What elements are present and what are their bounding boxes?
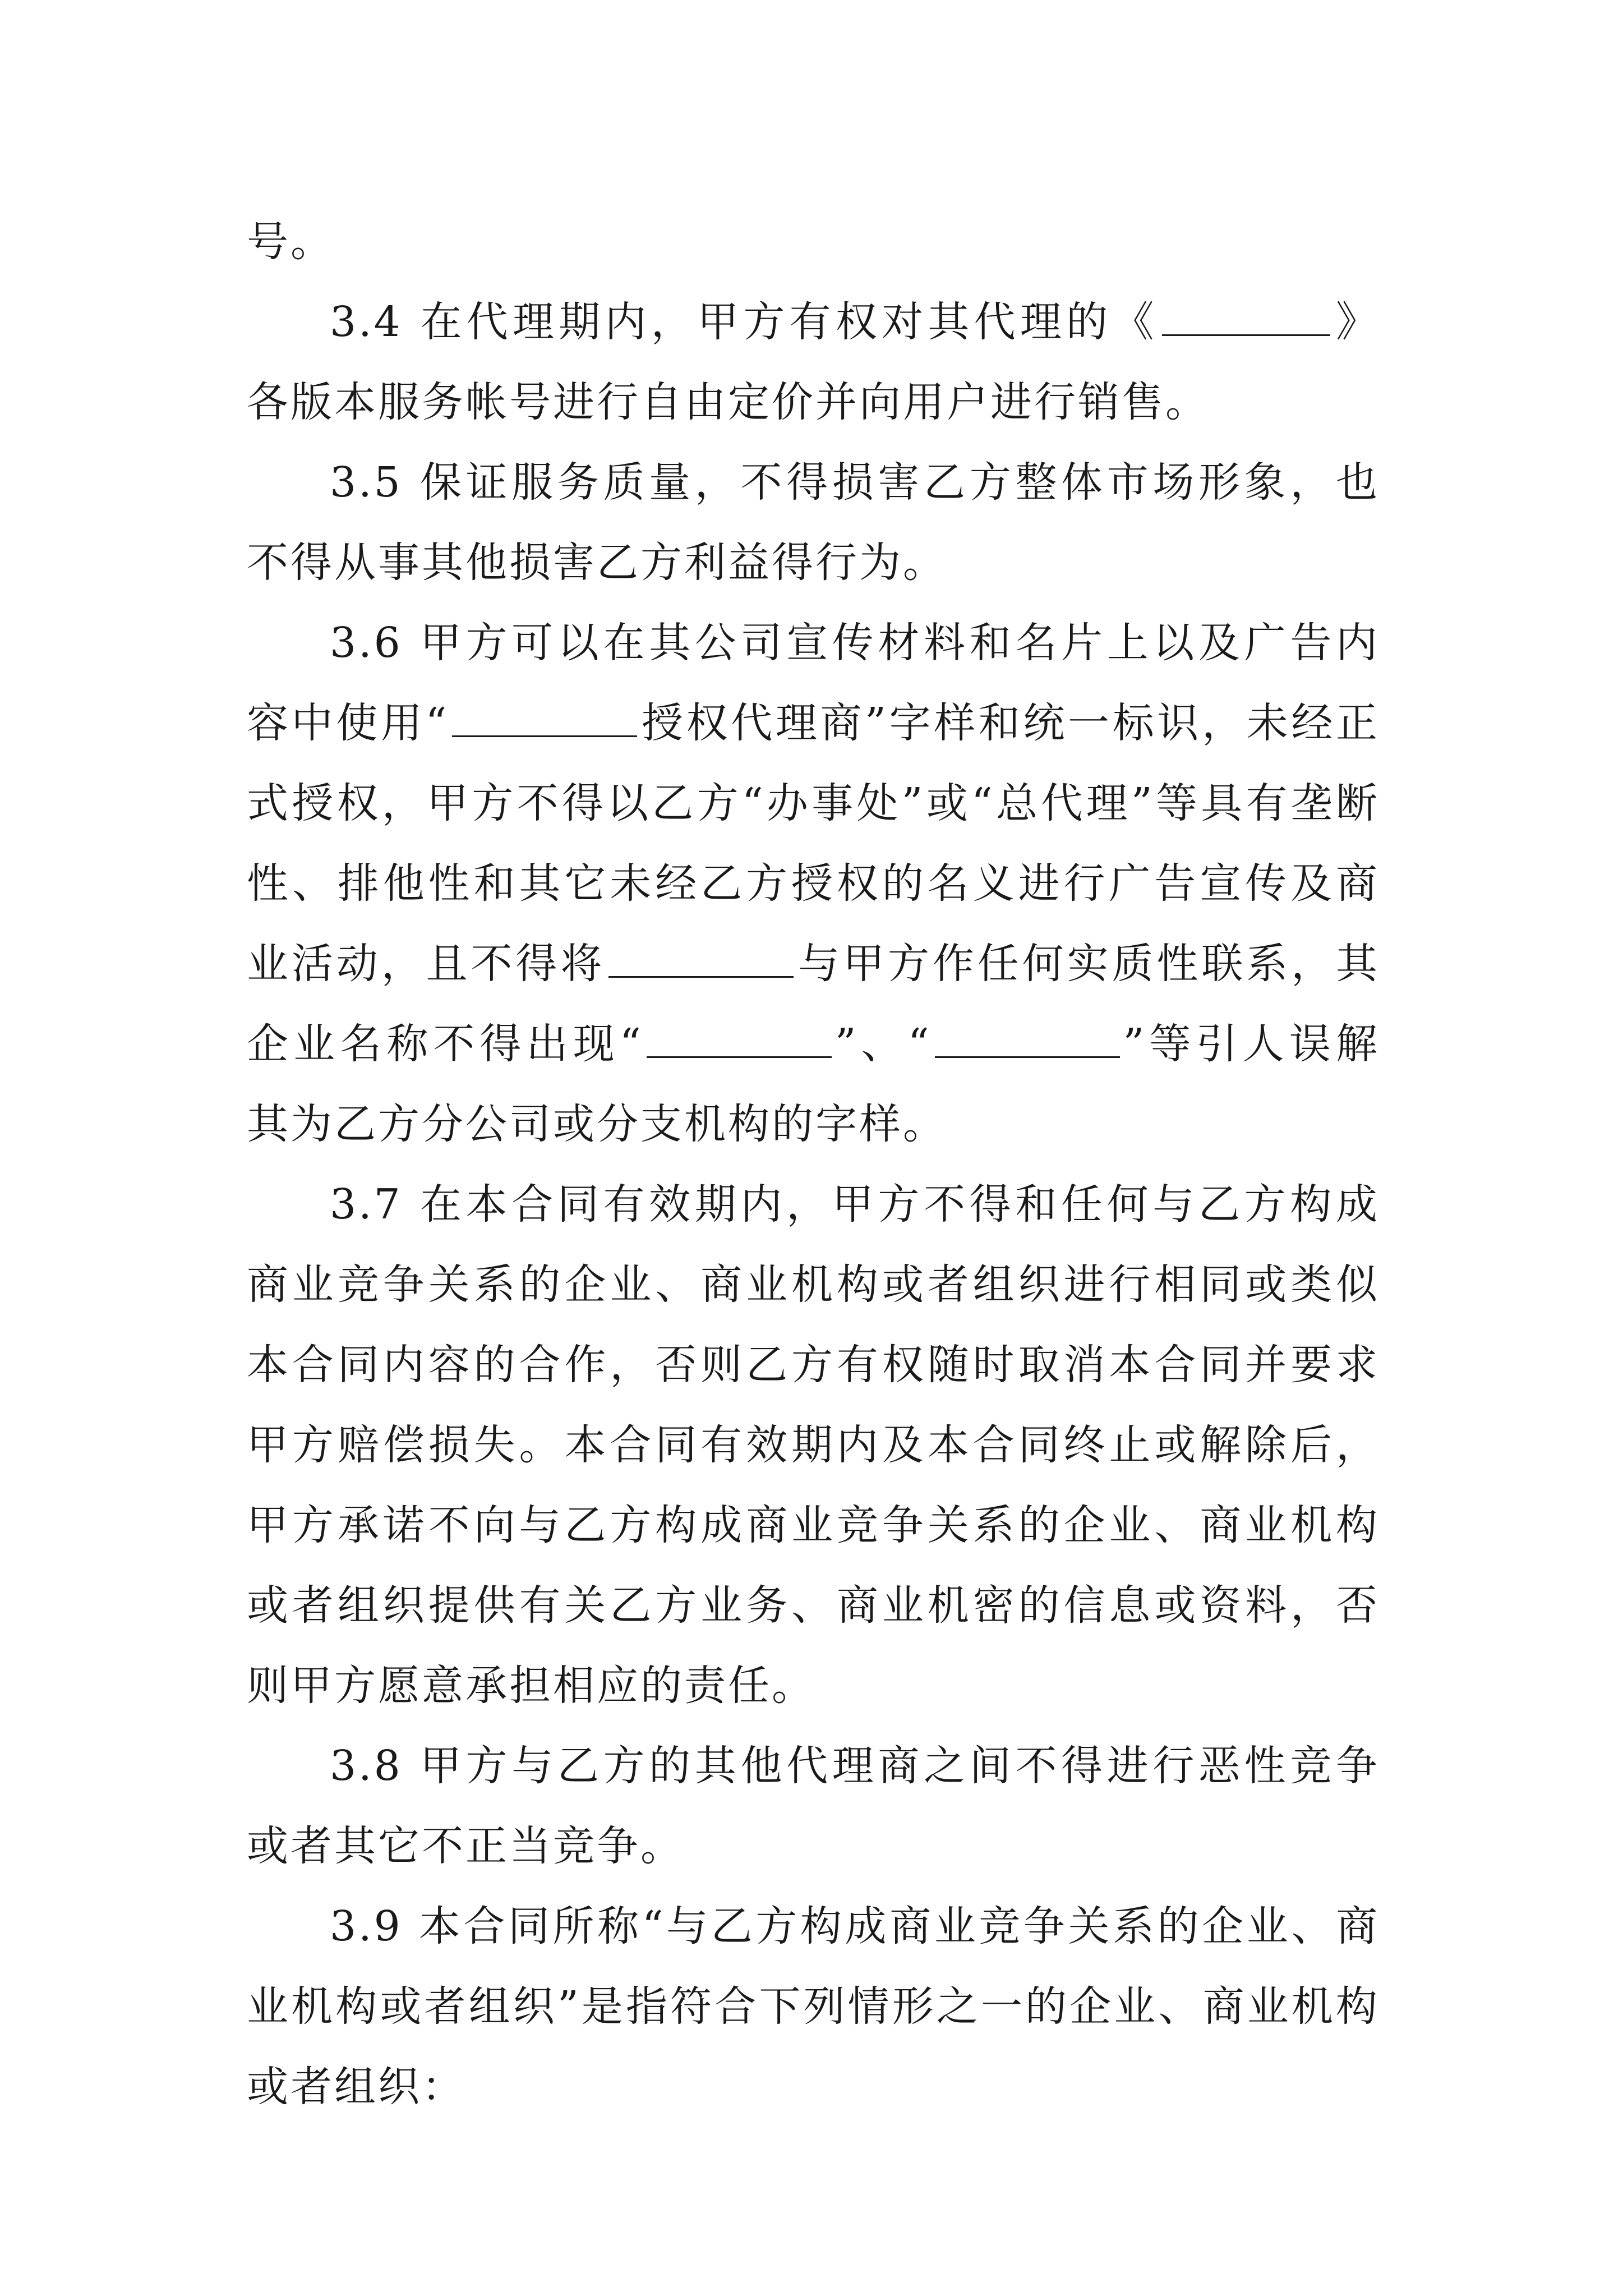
clause-text: 与甲方作任何实质性联系，其企业名称不得出现“ [247,940,1380,1068]
clause-text: 授权代理商”字样和统一标识，未经正式授权，甲方不得以乙方“办事处”或“总代理”等具有垄断性、排他性和其它未经乙方授权的名义进行广告宣传及商业活动，且不得将 [247,699,1380,988]
clause-text: 3.7 在本合同有效期内，甲方不得和任何与乙方构成商业竞争关系的企业、商业机构或者组织进行相同或类似本合同内容的合作，否则乙方有权随时取消本合同并要求甲方赔偿损失。本合同有效期内及本合同终止或解除后，甲方承诺不向与乙方构成商业竞争关系的企业、商业机构或者组织提供有关乙方业务、商业机密的信息或资料，否则甲方愿意承担相应的责任。 [247,1180,1380,1710]
clause-text: ”、“ [834,1020,932,1068]
paragraph-text: 号。 [247,218,334,266]
clause-3-5 [247,443,1380,603]
clause-text: 3.4 在代理期内，甲方有权对其代理的《 [330,298,1159,346]
clause-3-7 [247,1165,1380,1726]
clause-text: 3.6 甲方可以在其公司宣传材料和名片上以及广告内容中使用“ [247,619,1380,747]
blank-line [647,1015,832,1058]
blank-line [608,935,794,978]
clause-3-8 [247,1726,1380,1887]
clause-text: 3.5 保证服务质量，不得损害乙方整体市场形象，也不得从事其他损害乙方利益得行为。 [247,458,1380,587]
blank-line [1162,293,1330,336]
blank-line [452,694,637,737]
paragraph-continuation [247,202,1380,282]
clause-3-9 [247,1887,1380,2127]
clause-text: 3.8 甲方与乙方的其他代理商之间不得进行恶性竞争或者其它不正当竞争。 [247,1742,1380,1870]
clause-3-6 [247,603,1380,1165]
clause-text: 》各版本服务帐号进行自由定价并向用户进行销售。 [247,298,1380,426]
clause-text: 3.9 本合同所称“与乙方构成商业竞争关系的企业、商业机构或者组织”是指符合下列情形之一的企业、商业机构或者组织： [247,1902,1380,2111]
clause-3-4 [247,282,1380,443]
blank-line [935,1015,1120,1058]
document-page [247,202,1380,2127]
clause-text: ”等引人误解其为乙方分公司或分支机构的字样。 [247,1020,1380,1148]
